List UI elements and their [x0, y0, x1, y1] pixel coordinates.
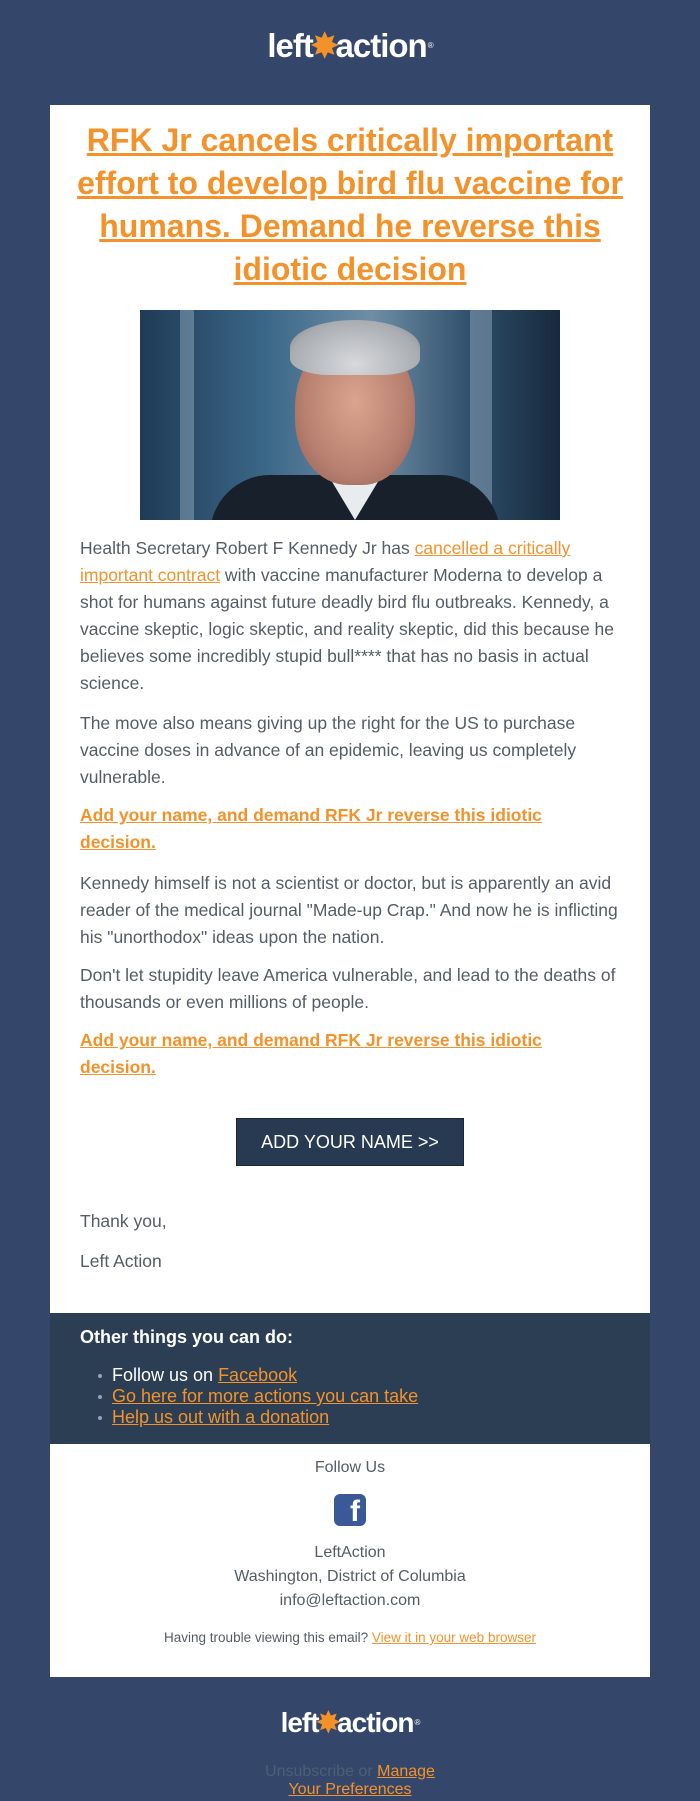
registered-mark-footer: ®: [414, 1718, 420, 1727]
other-actions-panel: [50, 1313, 650, 1444]
starburst-icon: ✸: [310, 27, 338, 64]
registered-mark: ®: [427, 41, 433, 50]
your-preferences-link[interactable]: Your Preferences: [288, 1781, 412, 1798]
footer-card: [50, 1444, 650, 1677]
paragraph-2: The move also means giving up the right for the US to purchase vaccine doses in advance of an epidemic, leaving us completely vulnerable.: [80, 713, 577, 787]
signoff-left-action: Left Action: [80, 1251, 162, 1271]
preferences-line: [0, 1781, 700, 1799]
other-actions-title: Other things you can do:: [80, 1327, 294, 1347]
other-actions-list: [80, 1365, 418, 1428]
logo-text-left-footer: left: [280, 1706, 319, 1738]
org-email[interactable]: info@leftaction.com: [279, 1592, 421, 1609]
more-actions-link[interactable]: Go here for more actions you can take: [112, 1386, 419, 1406]
follow-us-label: Follow Us: [314, 1459, 386, 1476]
view-in-browser-link[interactable]: View it in your web browser: [371, 1630, 536, 1645]
org-name: LeftAction: [314, 1544, 386, 1561]
left-action-logo[interactable]: [267, 26, 432, 65]
list-item: [112, 1365, 418, 1386]
email-main-card: [50, 105, 650, 1313]
paragraph-4: Don't let stupidity leave America vulnerable, and lead to the deaths of thousands or even millions of people.: [80, 965, 616, 1012]
starburst-icon: ✸: [316, 1707, 340, 1738]
unsubscribe-line: [0, 1763, 700, 1781]
org-location: Washington, District of Columbia: [234, 1568, 466, 1585]
trouble-text: Having trouble viewing this email?: [164, 1630, 372, 1645]
list-item: [112, 1407, 418, 1428]
cancelled-contract-link[interactable]: cancelled a critically important contract: [80, 538, 571, 585]
p1-text-after: with vaccine manufacturer Moderna to develop a shot for humans against future deadly bird flu outbreaks. Kennedy, a vaccine skeptic, logic skeptic, and reality skeptic, did this because he believes some incredibly stupid bull**** that has no basis in actual science.: [80, 565, 615, 693]
footer-logo-wrap: [0, 1706, 700, 1739]
facebook-icon[interactable]: f: [334, 1494, 366, 1526]
left-action-logo-footer[interactable]: [281, 1706, 420, 1739]
paragraph-1: [80, 535, 620, 697]
header-logo-wrap: [0, 26, 700, 65]
or-text: or: [353, 1763, 378, 1780]
donation-link[interactable]: Help us out with a donation: [112, 1407, 330, 1427]
paragraph-3: Kennedy himself is not a scientist or doctor, but is apparently an avid reader of the medical journal "Made-up Crap." And now he is inflicting his "unorthodox" ideas upon the nation.: [80, 873, 618, 947]
add-your-name-button[interactable]: ADD YOUR NAME >>: [236, 1118, 464, 1166]
hero-photo: [140, 310, 560, 520]
add-name-link-1[interactable]: Add your name, and demand RFK Jr reverse this idiotic decision.: [80, 805, 542, 852]
add-name-link-2[interactable]: Add your name, and demand RFK Jr reverse this idiotic decision.: [80, 1030, 542, 1077]
p1-text-before: Health Secretary Robert F Kennedy Jr has: [80, 538, 415, 558]
trouble-viewing-line: [50, 1630, 650, 1645]
follow-us-text: Follow us on: [112, 1365, 219, 1385]
logo-text-left: left: [267, 26, 313, 64]
unsubscribe-link[interactable]: Unsubscribe: [265, 1763, 354, 1780]
signoff-thank-you: Thank you,: [80, 1211, 167, 1231]
headline-link[interactable]: RFK Jr cancels critically important effort to develop bird flu vaccine for humans. Demand he reverse this idiotic decision: [77, 122, 623, 287]
manage-link[interactable]: Manage: [377, 1763, 435, 1780]
unsubscribe-area: [0, 1763, 700, 1799]
facebook-link[interactable]: Facebook: [218, 1365, 298, 1385]
list-item: [112, 1386, 418, 1407]
logo-text-right-footer: action: [337, 1706, 414, 1738]
logo-text-right: action: [335, 26, 427, 64]
